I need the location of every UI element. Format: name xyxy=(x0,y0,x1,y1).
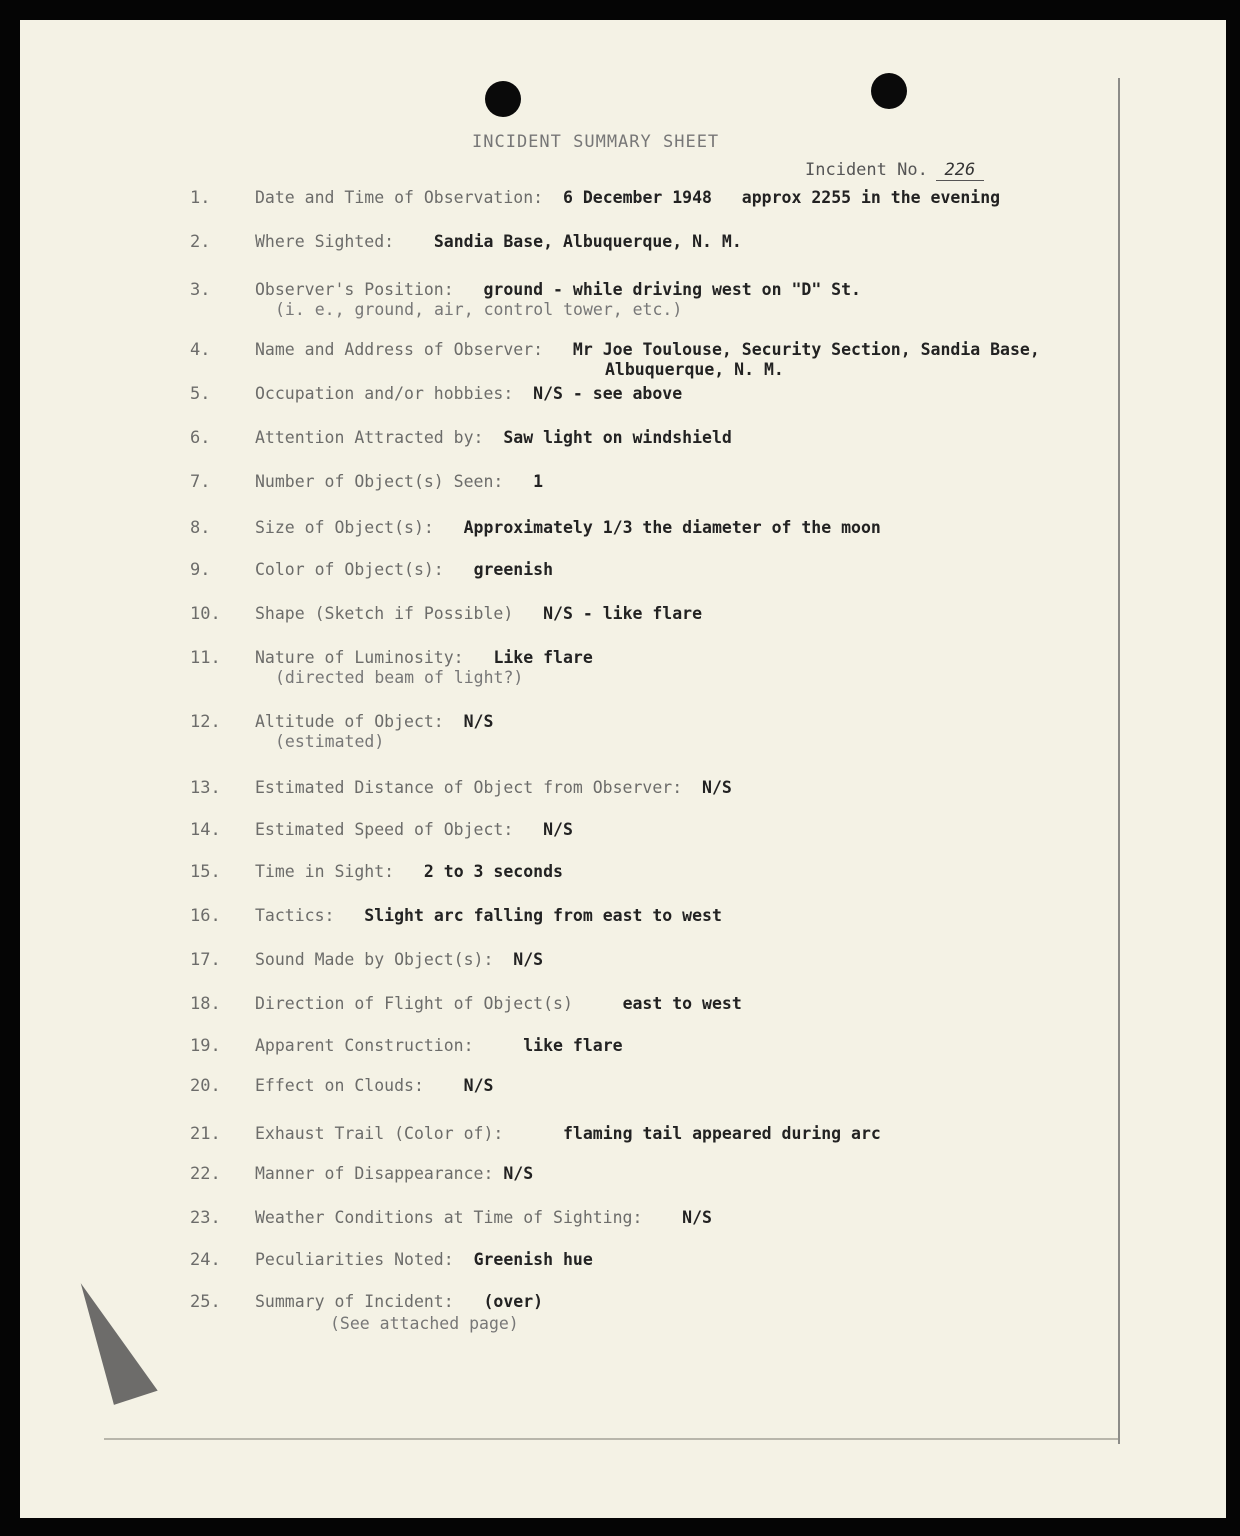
item-label: Size of Object(s): xyxy=(255,518,434,537)
item-label: Altitude of Object: xyxy=(255,712,444,731)
item-number: 19. xyxy=(190,1036,221,1056)
item-label: Effect on Clouds: xyxy=(255,1076,424,1095)
page-edge-line xyxy=(104,1438,1118,1440)
item-label: Weather Conditions at Time of Sighting: xyxy=(255,1208,643,1227)
item-answer: Slight arc falling from east to west xyxy=(364,906,722,925)
item-answer: N/S xyxy=(463,712,494,731)
item-number: 9. xyxy=(190,560,211,580)
item-label: Estimated Distance of Object from Observer: xyxy=(255,778,683,797)
item-answer: Saw light on windshield xyxy=(503,428,732,447)
punch-hole xyxy=(485,81,521,117)
item-answer: Approximately 1/3 the diameter of the moon xyxy=(463,518,881,537)
item-number: 6. xyxy=(190,428,211,448)
item-number: 17. xyxy=(190,950,221,970)
item-answer: ground - while driving west on "D" St. xyxy=(483,280,861,299)
item-number: 16. xyxy=(190,906,221,926)
item-label: Where Sighted: xyxy=(255,232,395,251)
item-number: 20. xyxy=(190,1076,221,1096)
item-label: Occupation and/or hobbies: xyxy=(255,384,514,403)
page-edge-line xyxy=(1118,78,1120,1444)
item-answer: N/S - see above xyxy=(533,384,683,403)
item-number: 11. xyxy=(190,648,221,668)
incident-number-value: 226 xyxy=(936,160,984,181)
item-answer-line2: Albuquerque, N. M. xyxy=(605,360,784,379)
item-answer: N/S xyxy=(702,778,732,797)
item-sublabel: (i. e., ground, air, control tower, etc.) xyxy=(275,300,683,319)
item-label: Sound Made by Object(s): xyxy=(255,950,494,969)
item-sublabel: (estimated) xyxy=(275,732,385,751)
item-answer: 1 xyxy=(533,472,544,491)
item-answer: Sandia Base, Albuquerque, N. M. xyxy=(433,232,742,251)
item-answer-time: approx 2255 in the evening xyxy=(741,188,1001,207)
item-number: 1. xyxy=(190,188,211,208)
item-label: Summary of Incident: xyxy=(255,1292,454,1311)
item-number: 18. xyxy=(190,994,221,1014)
item-label: Tactics: xyxy=(255,906,335,925)
item-number: 14. xyxy=(190,820,221,840)
item-answer: flaming tail appeared during arc xyxy=(562,1124,881,1143)
item-answer: Like flare xyxy=(493,648,593,667)
item-answer: (over) xyxy=(483,1292,544,1311)
item-answer: 6 December 1948 xyxy=(562,188,712,207)
item-label: Manner of Disappearance: xyxy=(255,1164,494,1183)
item-number: 24. xyxy=(190,1250,221,1270)
item-label: Date and Time of Observation: xyxy=(255,188,544,207)
item-label: Direction of Flight of Object(s) xyxy=(255,994,573,1013)
item-number: 22. xyxy=(190,1164,221,1184)
document-page xyxy=(20,20,1226,1518)
item-number: 3. xyxy=(190,280,211,300)
item-sublabel: (See attached page) xyxy=(330,1314,519,1333)
item-number: 10. xyxy=(190,604,221,624)
item-number: 7. xyxy=(190,472,211,492)
item-label: Shape (Sketch if Possible) xyxy=(255,604,514,623)
item-number: 13. xyxy=(190,778,221,798)
item-label: Nature of Luminosity: xyxy=(255,648,464,667)
item-label: Color of Object(s): xyxy=(255,560,444,579)
item-label: Number of Object(s) Seen: xyxy=(255,472,504,491)
item-label: Name and Address of Observer: xyxy=(255,340,544,359)
item-label: Estimated Speed of Object: xyxy=(255,820,514,839)
item-number: 21. xyxy=(190,1124,221,1144)
incident-number-label: Incident No. xyxy=(805,160,928,180)
item-number: 2. xyxy=(190,232,211,252)
paper-corner-shadow xyxy=(75,1271,158,1405)
item-answer: N/S xyxy=(503,1164,534,1183)
item-answer: Greenish hue xyxy=(473,1250,593,1269)
item-answer: Mr Joe Toulouse, Security Section, Sandia Base, xyxy=(572,340,1040,359)
item-label: Exhaust Trail (Color of): xyxy=(255,1124,504,1143)
item-number: 4. xyxy=(190,340,211,360)
item-answer: N/S xyxy=(682,1208,712,1227)
punch-hole xyxy=(871,73,907,109)
item-answer: N/S xyxy=(543,820,573,839)
item-label: Attention Attracted by: xyxy=(255,428,484,447)
item-answer: 2 to 3 seconds xyxy=(423,862,563,881)
item-answer: N/S xyxy=(513,950,544,969)
item-answer: like flare xyxy=(523,1036,623,1055)
item-number: 23. xyxy=(190,1208,221,1228)
item-answer: N/S xyxy=(463,1076,494,1095)
item-number: 25. xyxy=(190,1292,221,1312)
item-label: Observer's Position: xyxy=(255,280,454,299)
item-number: 15. xyxy=(190,862,221,882)
item-label: Time in Sight: xyxy=(255,862,395,881)
form-title: INCIDENT SUMMARY SHEET xyxy=(472,132,720,152)
item-number: 5. xyxy=(190,384,211,404)
item-number: 12. xyxy=(190,712,221,732)
item-answer: N/S - like flare xyxy=(543,604,703,623)
incident-number-field xyxy=(805,160,984,181)
item-sublabel: (directed beam of light?) xyxy=(275,668,524,687)
item-label: Peculiarities Noted: xyxy=(255,1250,454,1269)
item-label: Apparent Construction: xyxy=(255,1036,474,1055)
item-number: 8. xyxy=(190,518,211,538)
item-answer: east to west xyxy=(622,994,742,1013)
item-answer: greenish xyxy=(473,560,554,579)
